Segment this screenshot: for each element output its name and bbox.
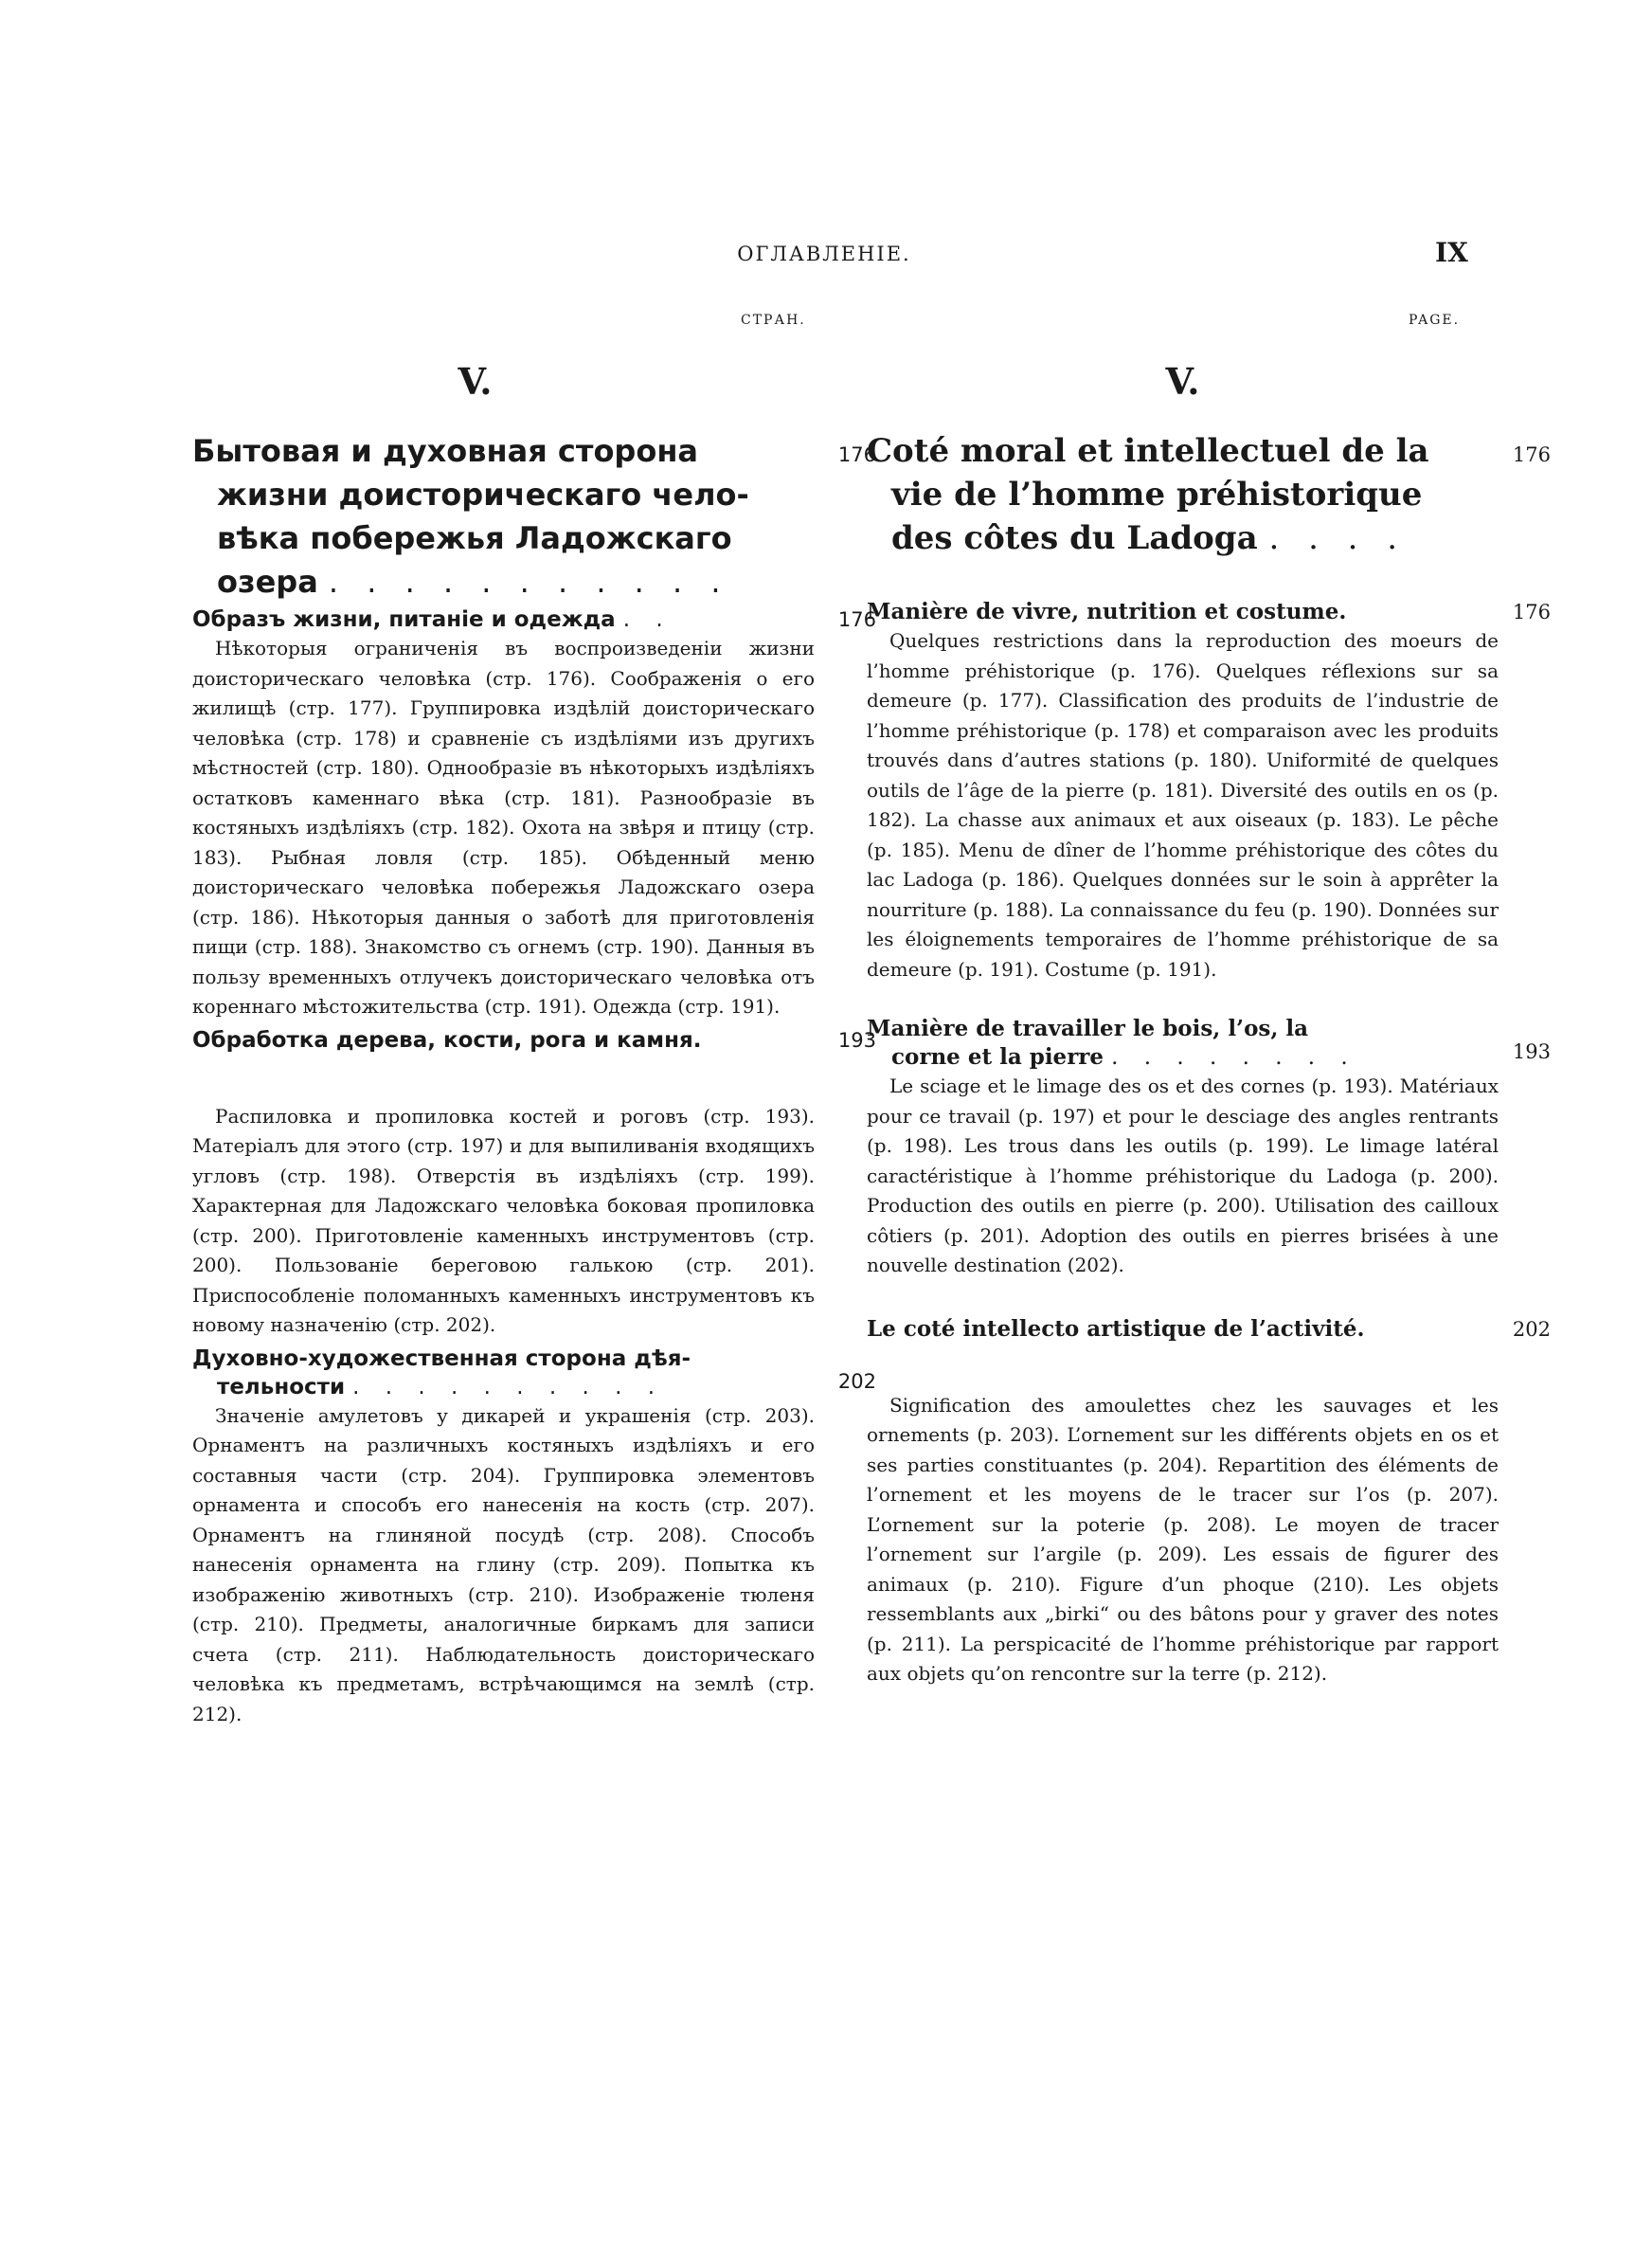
sub3-desc-fr: Signification des amoulettes chez les sauvages et les ornements (p. 203). L’ornement sur les différents objets en os et ses parties constituantes (p. 204). Repartition des éléments de l’ornement et les moyens de le tracer sur l’os (p. 207). L’ornement sur la poterie (p. 208). Le moyen de tracer l’ornement sur l’argile (p. 209). Les essais de figurer des animaux (p. 210). Figure d’un phoque (210). Les objets ressemblants aux „birki“ ou des bâtons pour y graver des notes (p. 211). La perspicacité de l’homme préhistorique par rapport aux objets qu’on rencontre sur la terre (p. 212). bbox=[867, 1393, 1499, 1685]
sub1-entry-fr bbox=[867, 598, 1551, 984]
section-number-fr: V. bbox=[1165, 360, 1200, 403]
subhead-text: Обработка дерева, кости, рога и камня. bbox=[192, 1027, 702, 1053]
title-line-text: des côtes du Ladoga bbox=[891, 519, 1258, 557]
column-label-fr: PAGE. bbox=[1409, 313, 1461, 328]
subhead-text: corne et la pierre bbox=[891, 1044, 1104, 1070]
spacer bbox=[867, 1344, 1499, 1391]
toc-page-number: 202 bbox=[837, 1369, 876, 1393]
sub3-title-ru bbox=[192, 1345, 876, 1401]
leader-dots: . . . . . . . . . . . bbox=[328, 564, 730, 600]
spacer bbox=[192, 1055, 815, 1102]
leader-dots: . . . . bbox=[1268, 519, 1408, 557]
title-line: Бытовая и духовная сторона bbox=[192, 433, 699, 469]
subhead-text: Образъ жизни, питанiе и одежда bbox=[192, 607, 616, 632]
sub3-entry-fr bbox=[867, 1315, 1551, 1689]
subhead-line-last bbox=[192, 1369, 876, 1401]
sub2-entry-fr bbox=[867, 1015, 1551, 1281]
title-line-text: озера bbox=[217, 564, 318, 600]
leader-dots: . . bbox=[622, 607, 673, 632]
page-number: IX bbox=[1435, 237, 1468, 268]
sub1-title-fr bbox=[867, 598, 1551, 626]
sub2-title-fr bbox=[867, 1015, 1551, 1072]
title-line: вѣка побережья Ладожскаго bbox=[217, 520, 732, 556]
main-title-ru bbox=[192, 429, 876, 604]
sub3-title-fr bbox=[867, 1315, 1551, 1344]
subhead-line: Духовно-художественная сторона дѣя- bbox=[192, 1345, 691, 1371]
title-line: Coté moral et intellectuel de la bbox=[867, 432, 1429, 470]
leader-dots: . . . . . . . . bbox=[1111, 1045, 1357, 1070]
toc-page-number: 176 bbox=[837, 608, 876, 631]
toc-page-number: 176 bbox=[1512, 443, 1551, 466]
sub2-desc-ru: Распиловка и пропиловка костей и роговъ (стр. 193). Матерiалъ для этого (стр. 197) и для выпиливанiя входящихъ угловъ (стр. 198). Отверстiя въ издѣлiяхъ (стр. 199). Характерная для Ладожскаго человѣка боковая пропиловка (стр. 200). Приготовленiе каменныхъ инструментовъ (стр. 200). Пользованiе береговою галькою (стр. 201). Приспособленiе поломанныхъ каменныхъ инструментовъ къ новому назначенiю (стр. 202). bbox=[192, 1104, 815, 1336]
sub1-desc-ru: Нѣкоторыя ограниченiя въ воспроизведенiи жизни доисторическаго человѣка (стр. 176). Соображенiя о его жилищѣ (стр. 177). Группировка издѣлiй доисторическаго человѣка (стр. 178) и сравненiе съ издѣлiями изъ другихъ мѣстностей (стр. 180). Однообразiе въ нѣкоторыхъ издѣлiяхъ остатковъ каменнаго вѣка (стр. 181). Разнообразiе въ костяныхъ издѣлiяхъ (стр. 182). Охота на звѣря и птицу (стр. 183). Рыбная ловля (стр. 185). Обѣденный меню доисторическаго человѣка побережья Ладожскаго озера (стр. 186). Нѣкоторыя данныя о заботѣ для приготовленiя пищи (стр. 188). Знакомство съ огнемъ (стр. 190). Данныя въ пользу временныхъ отлучекъ доисторическаго человѣка отъ кореннаго мѣстожительства (стр. 191). Одежда (стр. 191). bbox=[192, 637, 815, 1018]
toc-page-number: 176 bbox=[837, 443, 876, 466]
subhead-line: Manière de travailler le bois, l’os, la bbox=[867, 1016, 1309, 1041]
page-header-title: ОГЛАВЛЕНIЕ. bbox=[737, 243, 911, 265]
sub1-entry-ru bbox=[192, 605, 876, 1022]
subhead-text: Manière de vivre, nutrition et costume. bbox=[867, 599, 1347, 624]
sub2-title-ru bbox=[192, 1026, 876, 1055]
title-line: vie de l’homme préhistorique bbox=[891, 476, 1423, 514]
subhead-text: Le coté intellecto artistique de l’activité. bbox=[867, 1315, 1365, 1342]
sub2-desc-fr: Le sciage et le limage des os et des cornes (p. 193). Matériaux pour ce travail (p. 197) et pour le desciage des angles rentrants (p. 198). Les trous dans les outils (p. 199). Le limage latéral caractéristique à l’homme préhistorique du Ladoga (p. 200). Production des outils en pierre (p. 200). Utilisation des cailloux côtiers (p. 201). Adoption des outils en pierres brisées à une nouvelle destination (202). bbox=[867, 1074, 1499, 1276]
sub2-entry-ru bbox=[192, 1026, 876, 1341]
subhead-line-last bbox=[867, 1040, 1551, 1072]
sub1-title-ru bbox=[192, 605, 876, 634]
toc-page-number: 193 bbox=[837, 1028, 876, 1052]
sub3-entry-ru bbox=[192, 1345, 876, 1730]
section-number-ru: V. bbox=[458, 360, 493, 403]
toc-page-number: 176 bbox=[1512, 601, 1551, 623]
sub1-desc-fr: Quelques restrictions dans la reproduction des moeurs de l’homme préhistorique (p. 176). Quelques réflexions sur sa demeure (p. 177). Classification des produits de l’industrie de l’homme préhistorique (p. 178) et comparaison avec les produits trouvés dans d’autres stations (p. 180). Uniformité de quelques outils de l’âge de la pierre (p. 181). Diversité des outils en os (p. 182). La chasse aux animaux et aux oiseaux (p. 183). Le pêche (p. 185). Menu de dîner de l’homme préhistorique des côtes du lac Ladoga (p. 186). Quelques données sur le soin à apprêter la nourriture (p. 188). La connaissance du feu (p. 190). Données sur les éloignements temporaires de l’homme préhistorique de sa demeure (p. 191). Costume (p. 191). bbox=[867, 629, 1499, 981]
main-title-fr bbox=[867, 429, 1551, 560]
subhead-text: тельности bbox=[217, 1374, 346, 1399]
main-entry-fr bbox=[867, 429, 1551, 560]
title-line: жизни доисторическаго чело- bbox=[217, 477, 749, 513]
french-column bbox=[867, 360, 1551, 1689]
russian-column bbox=[192, 360, 876, 1729]
column-label-ru: СТРАН. bbox=[741, 313, 806, 328]
main-entry-ru bbox=[192, 429, 876, 604]
toc-page-number: 202 bbox=[1512, 1317, 1551, 1341]
sub3-desc-ru: Значенiе амулетовъ у дикарей и украшенiя (стр. 203). Орнаментъ на различныхъ костяныхъ издѣлiяхъ и его составныя части (стр. 204). Группировка элементовъ орнамента и способъ его нанесенiя на кость (стр. 207). Орнаментъ на глиняной посудѣ (стр. 208). Способъ нанесенiя орнамента на глину (стр. 209). Попытка къ изображенiю животныхъ (стр. 210). Изображенiе тюленя (стр. 210). Предметы, аналогичные биркамъ для записи счета (стр. 211). Наблюдательность доисторическаго человѣка къ предметамъ, встрѣчающимся на землѣ (стр. 212). bbox=[192, 1403, 815, 1725]
toc-page-number: 193 bbox=[1512, 1040, 1551, 1063]
leader-dots: . . . . . . . . . . bbox=[352, 1374, 665, 1399]
